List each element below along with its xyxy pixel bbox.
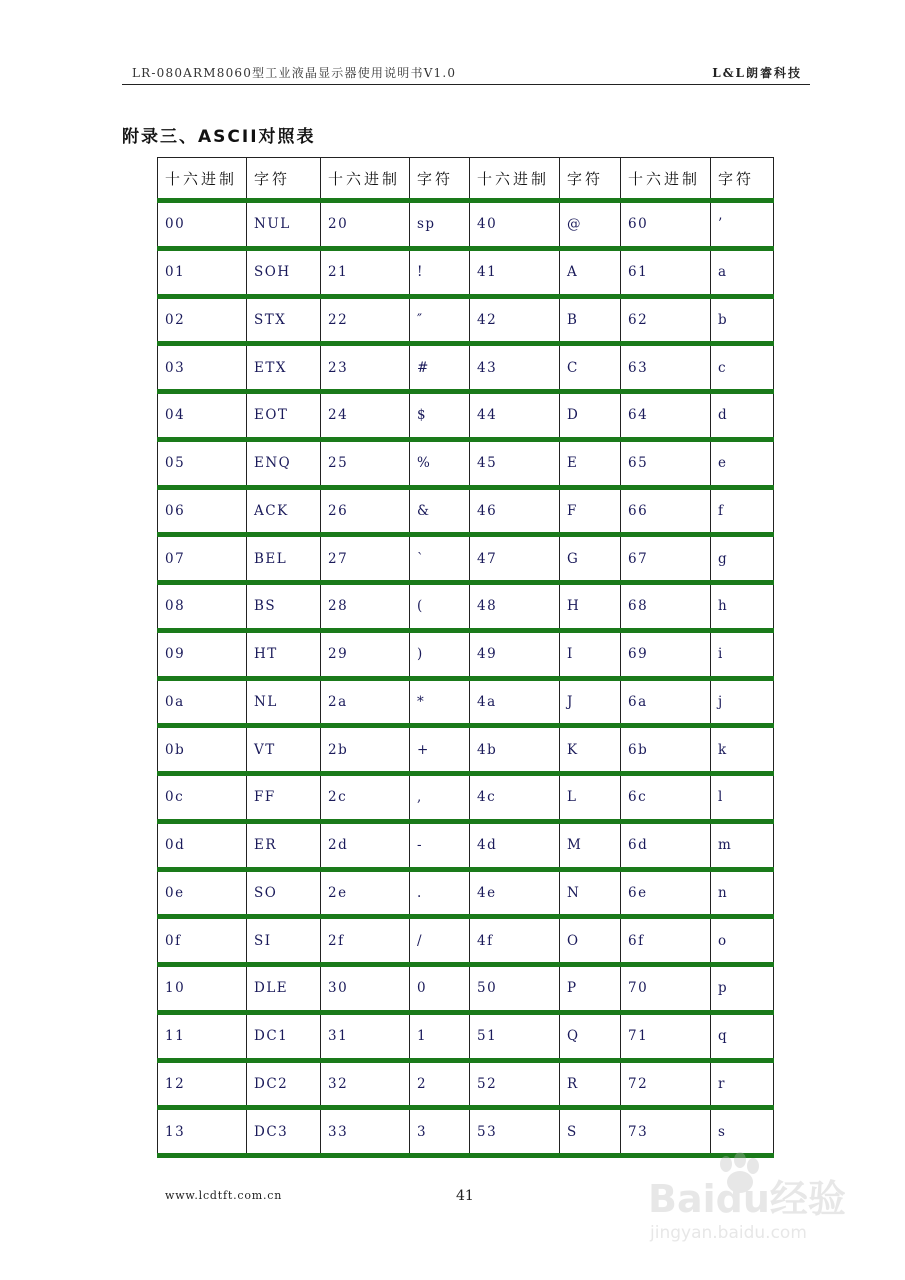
hex-cell: 33 (321, 1108, 410, 1156)
char-cell: BS (247, 583, 321, 631)
char-cell: i (711, 630, 774, 678)
char-cell: DLE (247, 965, 321, 1013)
section-title: 附录三、ASCII对照表 (122, 127, 316, 147)
char-cell: C (560, 344, 621, 392)
char-cell: r (711, 1060, 774, 1108)
company-name: L&L朗睿科技 (712, 66, 802, 80)
table-row (158, 965, 774, 1013)
watermark-brand: Baidu经验 (648, 1177, 846, 1221)
table-row (158, 726, 774, 774)
char-cell: , (410, 774, 470, 822)
char-cell: 3 (410, 1108, 470, 1156)
hex-cell: 0a (158, 678, 247, 726)
hex-cell: 72 (621, 1060, 711, 1108)
hex-cell: 4e (470, 869, 560, 917)
char-cell: SO (247, 869, 321, 917)
char-cell: Q (560, 1012, 621, 1060)
hex-cell: 24 (321, 392, 410, 440)
char-cell: DC1 (247, 1012, 321, 1060)
char-cell: A (560, 248, 621, 296)
char-cell: % (410, 439, 470, 487)
hex-cell: 66 (621, 487, 711, 535)
hex-cell: 42 (470, 296, 560, 344)
hex-cell: 67 (621, 535, 711, 583)
table-row (158, 487, 774, 535)
hex-cell: 4a (470, 678, 560, 726)
char-cell: / (410, 917, 470, 965)
hex-cell: 69 (621, 630, 711, 678)
hex-cell: 44 (470, 392, 560, 440)
char-cell: K (560, 726, 621, 774)
hex-cell: 41 (470, 248, 560, 296)
hex-cell: 00 (158, 201, 247, 249)
column-header: 十六进制 (158, 158, 247, 201)
hex-cell: 28 (321, 583, 410, 631)
char-cell: J (560, 678, 621, 726)
char-cell: 0 (410, 965, 470, 1013)
char-cell: 2 (410, 1060, 470, 1108)
hex-cell: 02 (158, 296, 247, 344)
hex-cell: 07 (158, 535, 247, 583)
char-cell: SOH (247, 248, 321, 296)
hex-cell: 2f (321, 917, 410, 965)
column-header: 十六进制 (321, 158, 410, 201)
hex-cell: 4c (470, 774, 560, 822)
hex-cell: 30 (321, 965, 410, 1013)
hex-cell: 6f (621, 917, 711, 965)
hex-cell: 71 (621, 1012, 711, 1060)
char-cell: ACK (247, 487, 321, 535)
hex-cell: 0c (158, 774, 247, 822)
hex-cell: 2d (321, 821, 410, 869)
document-title: LR-080ARM8060型工业液晶显示器使用说明书V1.0 (132, 66, 457, 80)
char-cell: ER (247, 821, 321, 869)
page-number: 41 (456, 1188, 474, 1204)
hex-cell: 4d (470, 821, 560, 869)
hex-cell: 61 (621, 248, 711, 296)
table-row (158, 917, 774, 965)
column-header: 字符 (560, 158, 621, 201)
char-cell: I (560, 630, 621, 678)
column-header: 字符 (247, 158, 321, 201)
hex-cell: 45 (470, 439, 560, 487)
char-cell: STX (247, 296, 321, 344)
table-row (158, 1108, 774, 1156)
hex-cell: 2e (321, 869, 410, 917)
hex-cell: 26 (321, 487, 410, 535)
char-cell: sp (410, 201, 470, 249)
hex-cell: 60 (621, 201, 711, 249)
watermark-url: jingyan.baidu.com (650, 1223, 807, 1243)
char-cell: G (560, 535, 621, 583)
table-row (158, 583, 774, 631)
char-cell: S (560, 1108, 621, 1156)
char-cell: p (711, 965, 774, 1013)
hex-cell: 49 (470, 630, 560, 678)
hex-cell: 29 (321, 630, 410, 678)
table-row (158, 392, 774, 440)
char-cell: F (560, 487, 621, 535)
char-cell: M (560, 821, 621, 869)
char-cell: VT (247, 726, 321, 774)
hex-cell: 25 (321, 439, 410, 487)
char-cell: NUL (247, 201, 321, 249)
char-cell: g (711, 535, 774, 583)
column-header: 字符 (711, 158, 774, 201)
hex-cell: 51 (470, 1012, 560, 1060)
hex-cell: 46 (470, 487, 560, 535)
char-cell: ! (410, 248, 470, 296)
char-cell: h (711, 583, 774, 631)
char-cell: & (410, 487, 470, 535)
ascii-table (157, 157, 774, 1158)
char-cell: + (410, 726, 470, 774)
hex-cell: 08 (158, 583, 247, 631)
hex-cell: 65 (621, 439, 711, 487)
char-cell: R (560, 1060, 621, 1108)
char-cell: s (711, 1108, 774, 1156)
table-header-row (158, 158, 774, 201)
char-cell: ( (410, 583, 470, 631)
hex-cell: 0b (158, 726, 247, 774)
hex-cell: 04 (158, 392, 247, 440)
hex-cell: 05 (158, 439, 247, 487)
char-cell: # (410, 344, 470, 392)
table-row (158, 1012, 774, 1060)
table-row (158, 1060, 774, 1108)
hex-cell: 2c (321, 774, 410, 822)
hex-cell: 11 (158, 1012, 247, 1060)
hex-cell: 48 (470, 583, 560, 631)
char-cell: n (711, 869, 774, 917)
char-cell: E (560, 439, 621, 487)
char-cell: e (711, 439, 774, 487)
hex-cell: 6d (621, 821, 711, 869)
hex-cell: 23 (321, 344, 410, 392)
char-cell: o (711, 917, 774, 965)
char-cell: k (711, 726, 774, 774)
table-row (158, 821, 774, 869)
char-cell: ` (410, 535, 470, 583)
char-cell: FF (247, 774, 321, 822)
table-row (158, 344, 774, 392)
hex-cell: 62 (621, 296, 711, 344)
hex-cell: 20 (321, 201, 410, 249)
char-cell: P (560, 965, 621, 1013)
hex-cell: 21 (321, 248, 410, 296)
char-cell: B (560, 296, 621, 344)
footer-url: www.lcdtft.com.cn (165, 1189, 283, 1202)
hex-cell: 0e (158, 869, 247, 917)
hex-cell: 2b (321, 726, 410, 774)
char-cell: d (711, 392, 774, 440)
char-cell: - (410, 821, 470, 869)
char-cell: $ (410, 392, 470, 440)
table-row (158, 678, 774, 726)
char-cell: EOT (247, 392, 321, 440)
hex-cell: 6c (621, 774, 711, 822)
char-cell: c (711, 344, 774, 392)
hex-cell: 50 (470, 965, 560, 1013)
char-cell: O (560, 917, 621, 965)
char-cell: j (711, 678, 774, 726)
char-cell: b (711, 296, 774, 344)
char-cell: L (560, 774, 621, 822)
table-row (158, 439, 774, 487)
char-cell: DC3 (247, 1108, 321, 1156)
column-header: 字符 (410, 158, 470, 201)
char-cell: * (410, 678, 470, 726)
char-cell: q (711, 1012, 774, 1060)
char-cell: . (410, 869, 470, 917)
hex-cell: 31 (321, 1012, 410, 1060)
hex-cell: 22 (321, 296, 410, 344)
char-cell: ’ (711, 201, 774, 249)
hex-cell: 10 (158, 965, 247, 1013)
hex-cell: 70 (621, 965, 711, 1013)
hex-cell: 27 (321, 535, 410, 583)
char-cell: ) (410, 630, 470, 678)
hex-cell: 0f (158, 917, 247, 965)
hex-cell: 53 (470, 1108, 560, 1156)
table-row (158, 774, 774, 822)
table-row (158, 296, 774, 344)
char-cell: SI (247, 917, 321, 965)
hex-cell: 4f (470, 917, 560, 965)
char-cell: 1 (410, 1012, 470, 1060)
hex-cell: 01 (158, 248, 247, 296)
char-cell: m (711, 821, 774, 869)
char-cell: a (711, 248, 774, 296)
column-header: 十六进制 (621, 158, 711, 201)
char-cell: ETX (247, 344, 321, 392)
char-cell: NL (247, 678, 321, 726)
hex-cell: 6b (621, 726, 711, 774)
hex-cell: 47 (470, 535, 560, 583)
hex-cell: 52 (470, 1060, 560, 1108)
hex-cell: 13 (158, 1108, 247, 1156)
hex-cell: 4b (470, 726, 560, 774)
hex-cell: 32 (321, 1060, 410, 1108)
char-cell: H (560, 583, 621, 631)
char-cell: ENQ (247, 439, 321, 487)
char-cell: HT (247, 630, 321, 678)
hex-cell: 2a (321, 678, 410, 726)
table-row (158, 201, 774, 249)
hex-cell: 12 (158, 1060, 247, 1108)
table-row (158, 869, 774, 917)
table-row (158, 535, 774, 583)
hex-cell: 40 (470, 201, 560, 249)
hex-cell: 6a (621, 678, 711, 726)
char-cell: BEL (247, 535, 321, 583)
char-cell: D (560, 392, 621, 440)
char-cell: DC2 (247, 1060, 321, 1108)
char-cell: @ (560, 201, 621, 249)
ascii-table-body (158, 201, 774, 1156)
column-header: 十六进制 (470, 158, 560, 201)
char-cell: l (711, 774, 774, 822)
hex-cell: 0d (158, 821, 247, 869)
char-cell: f (711, 487, 774, 535)
table-row (158, 630, 774, 678)
char-cell: ″ (410, 296, 470, 344)
hex-cell: 64 (621, 392, 711, 440)
char-cell: N (560, 869, 621, 917)
hex-cell: 6e (621, 869, 711, 917)
page-header (122, 62, 810, 85)
hex-cell: 09 (158, 630, 247, 678)
hex-cell: 68 (621, 583, 711, 631)
table-row (158, 248, 774, 296)
baidu-watermark-logo (640, 1150, 870, 1250)
hex-cell: 06 (158, 487, 247, 535)
hex-cell: 73 (621, 1108, 711, 1156)
hex-cell: 43 (470, 344, 560, 392)
hex-cell: 63 (621, 344, 711, 392)
hex-cell: 03 (158, 344, 247, 392)
